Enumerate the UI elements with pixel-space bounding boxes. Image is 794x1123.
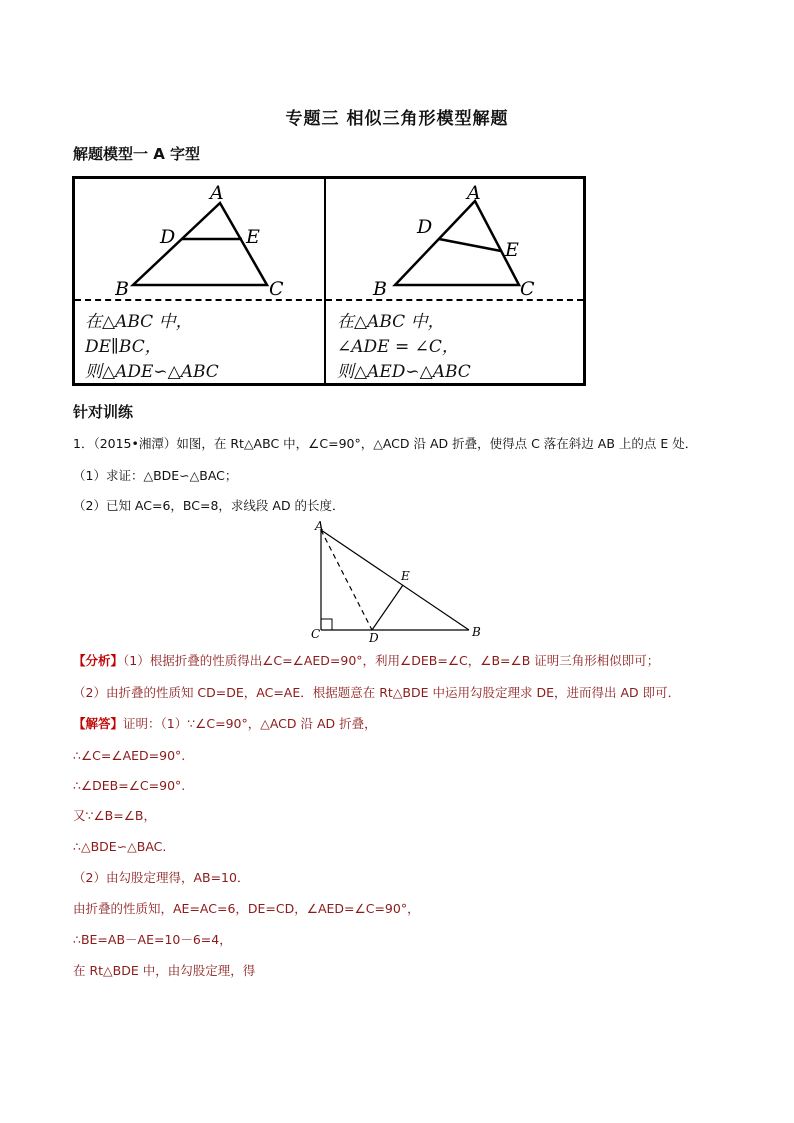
- solution-line-7: 由折叠的性质知，AE=AC=6，DE=CD，∠AED=∠C=90°，: [73, 901, 420, 916]
- label-a: A: [467, 182, 481, 204]
- model-left-text: [85, 310, 219, 385]
- problem-part1: （1）求证：△BDE∽△BAC；: [73, 468, 238, 483]
- table-divider-vertical: [324, 179, 326, 383]
- solution-line-4: 又∵∠B=∠B，: [73, 808, 156, 823]
- analysis-tag: 【分析】: [73, 653, 124, 668]
- figure-label-b: B: [472, 625, 481, 639]
- solution-line-8: ∴BE=AB－AE=10－6=4，: [73, 932, 232, 947]
- model-right-text: [337, 310, 471, 385]
- solution-text-1: 证明：（1）∵∠C=90°，△ACD 沿 AD 折叠，: [123, 716, 377, 731]
- figure-label-a: A: [315, 519, 324, 533]
- model-right-line: ∠ADE = ∠C，: [337, 337, 459, 357]
- label-b: B: [115, 278, 129, 299]
- label-c: C: [269, 278, 284, 299]
- solution-line-1: [73, 715, 377, 733]
- model-left-line: DE∥BC，: [85, 337, 162, 357]
- section-title: 解题模型一 A 字型: [73, 145, 201, 163]
- training-title: 针对训练: [73, 403, 134, 421]
- figure-label-e: E: [401, 569, 410, 583]
- a-shape-parallel-diagram: [115, 181, 315, 299]
- figure-label-d: D: [369, 631, 379, 645]
- label-d: D: [417, 216, 433, 238]
- label-d: D: [160, 226, 176, 248]
- label-c: C: [520, 278, 535, 299]
- model-left-line: 在△ABC 中，: [85, 312, 193, 332]
- model-table: [72, 176, 586, 386]
- model-right-line: 则△AED∽△ABC: [337, 362, 471, 382]
- label-e: E: [505, 239, 519, 261]
- analysis-text-1: （1）根据折叠的性质得出∠C=∠AED=90°，利用∠DEB=∠C，∠B=∠B 证明三角形相似即可；: [123, 653, 660, 668]
- analysis-line-1: [73, 652, 659, 670]
- solution-line-6: （2）由勾股定理得，AB=10．: [73, 870, 250, 885]
- analysis-line-2: （2）由折叠的性质知 CD=DE，AC=AE．根据题意在 Rt△BDE 中运用勾股定理求 DE，进而得出 AD 即可．: [73, 685, 681, 700]
- label-e: E: [246, 226, 260, 248]
- model-left-line: 则△ADE∽△ABC: [85, 362, 219, 382]
- table-divider-horizontal: [75, 299, 583, 301]
- solution-line-2: ∴∠C=∠AED=90°.: [73, 748, 186, 763]
- model-right-line: 在△ABC 中，: [337, 312, 445, 332]
- label-a: A: [210, 182, 224, 204]
- solution-line-9: 在 Rt△BDE 中，由勾股定理，得: [73, 963, 256, 978]
- problem-part2: （2）已知 AC=6，BC=8，求线段 AD 的长度．: [73, 498, 345, 513]
- solution-tag: 【解答】: [73, 716, 124, 731]
- fold-triangle-figure: [305, 518, 495, 646]
- label-b: B: [373, 278, 387, 299]
- page-title: 专题三 相似三角形模型解题: [285, 109, 509, 129]
- problem-statement: 1．（2015•湘潭）如图，在 Rt△ABC 中，∠C=90°，△ACD 沿 AD 折叠，使得点 C 落在斜边 AB 上的点 E 处．: [73, 436, 698, 451]
- solution-line-5: ∴△BDE∽△BAC.: [73, 839, 167, 854]
- solution-line-3: ∴∠DEB=∠C=90°.: [73, 778, 186, 793]
- figure-label-c: C: [311, 627, 321, 641]
- a-shape-angle-diagram: [365, 181, 565, 299]
